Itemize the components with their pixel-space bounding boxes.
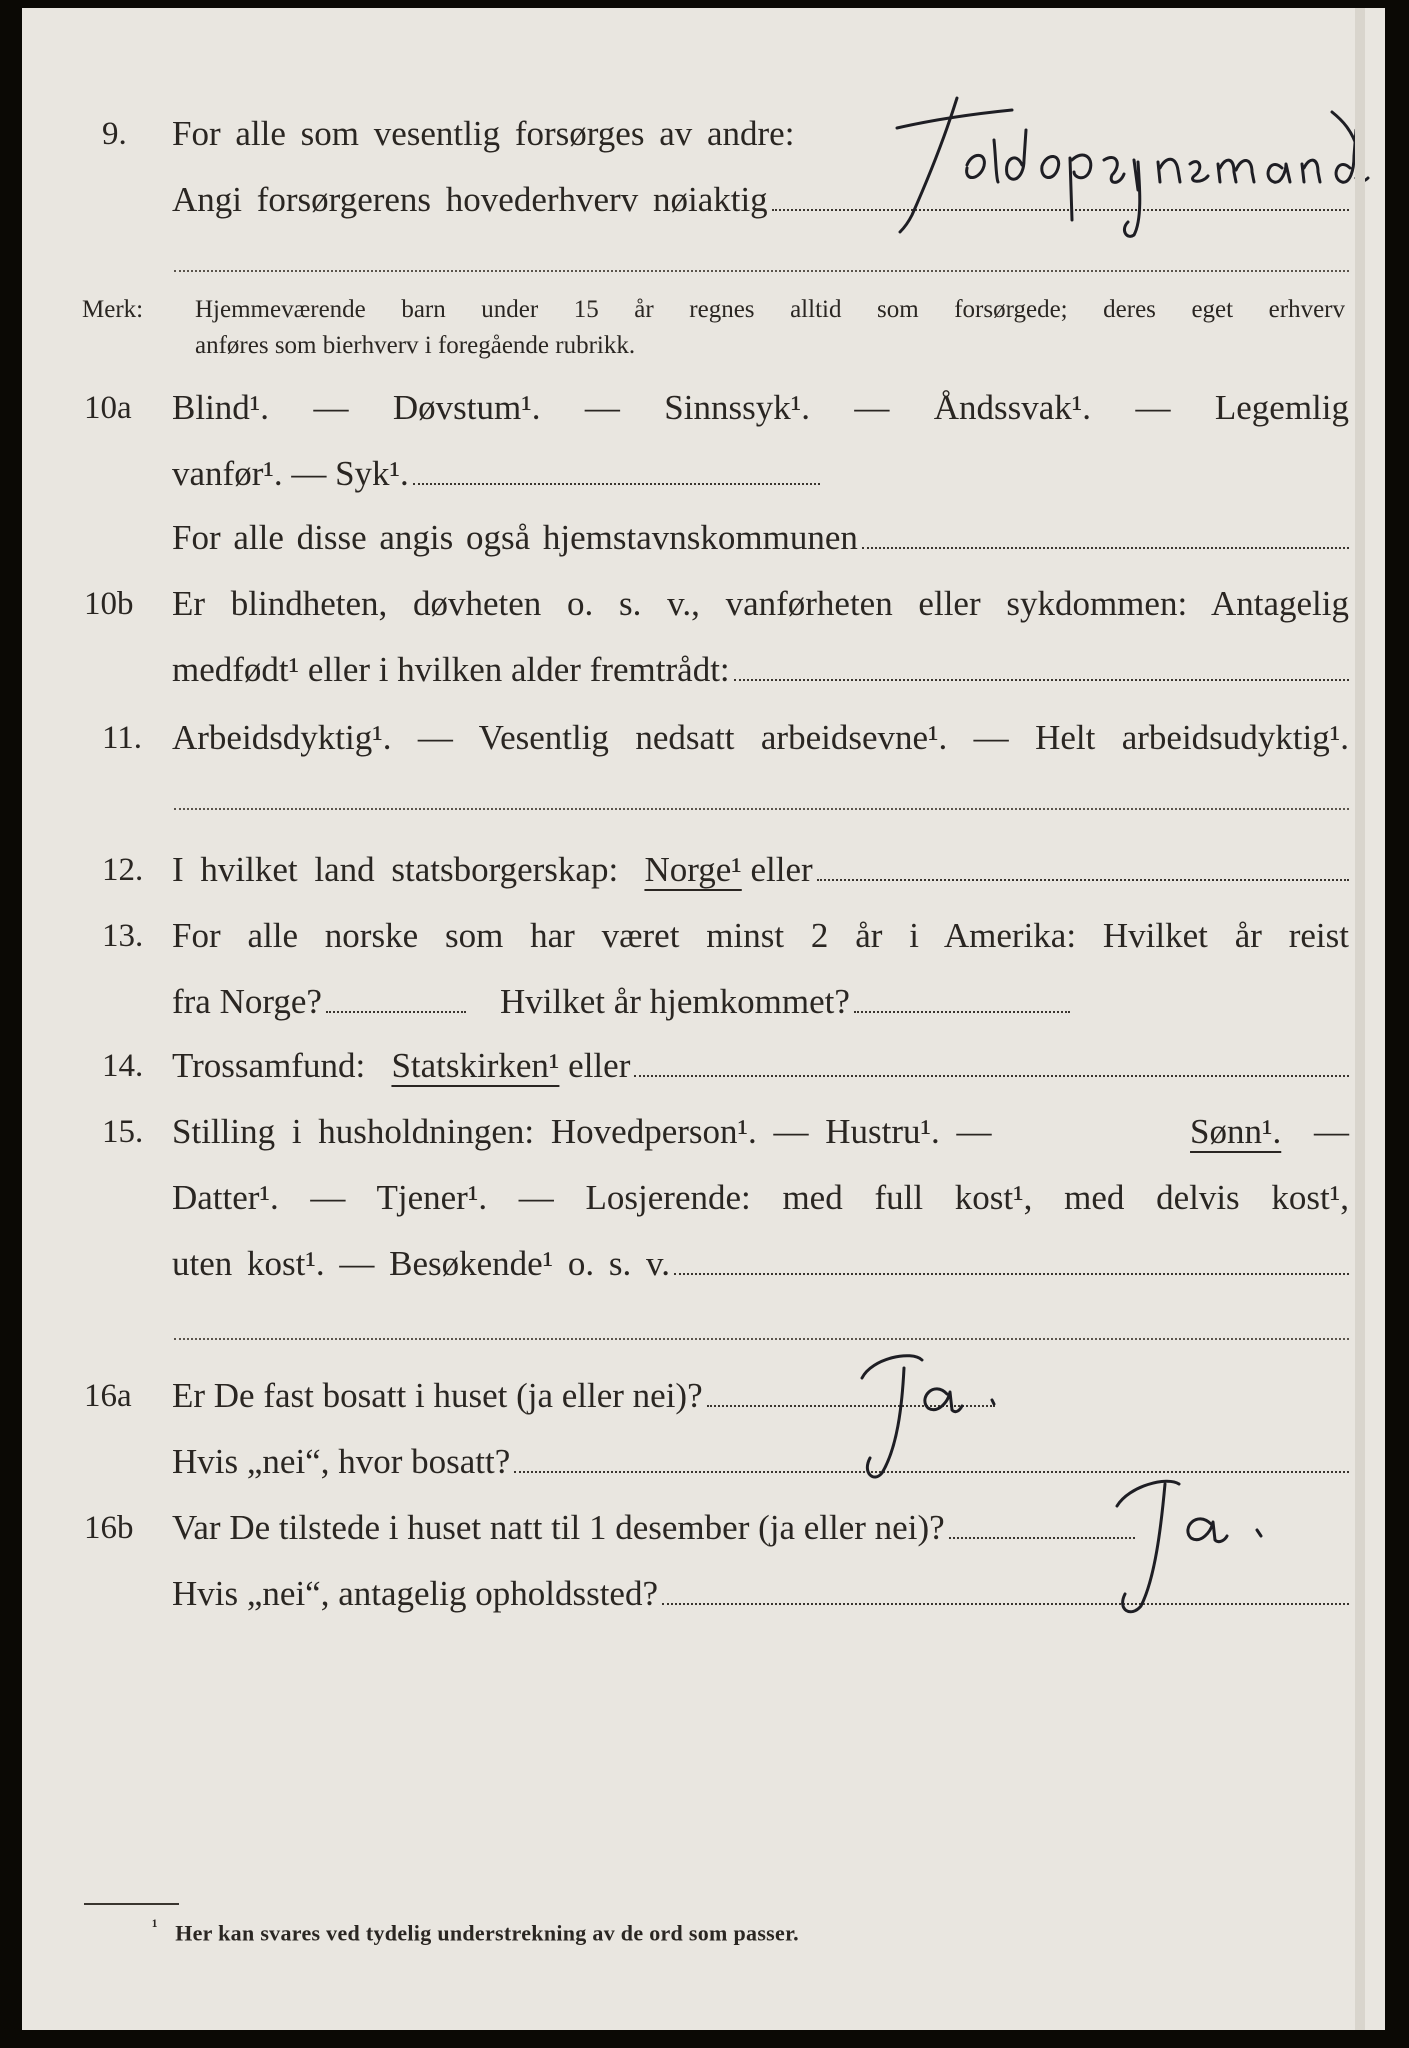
q10b-row-1 [22,574,1385,634]
q10a-syk-answer-line [413,482,820,485]
q11-row [22,708,1385,768]
q15-separator [174,1338,1349,1340]
q12-row [22,840,1385,900]
q15-line2: Datter¹. — Tjener¹. — Losjerende: med full kost¹, med delvis kost¹, [172,1178,1349,1217]
q14-answer-line [634,1074,1349,1077]
q11-number: 11. [102,720,143,756]
q10a-line1: Blind¹. — Døvstum¹. — Sinnssyk¹. — Åndssvak¹. — Legemlig [172,388,1349,427]
q16a-line2: Hvis „nei“, hvor bosatt? [172,1442,511,1481]
merk-label: Merk: [82,296,144,323]
q10a-row-1 [22,378,1385,438]
q11-answer-line [174,808,1349,810]
q9-number: 9. [102,116,127,152]
q10a-line3: For alle disse angis også hjemstavnskommunen [172,518,858,557]
q9-separator [174,270,1349,272]
q16a-line1: Er De fast bosatt i huset (ja eller nei)? [172,1376,703,1415]
q16b-line1: Var De tilstede i huset natt til 1 desember (ja eller nei)? [172,1508,945,1547]
q16b-line2: Hvis „nei“, antagelig opholdssted? [172,1574,658,1613]
q13-hjemkommet-label: Hvilket år hjemkommet? [499,982,850,1021]
q12-question: I hvilket land statsborgerskap: [172,850,619,889]
footnote-text: Her kan svares ved tydelig understrekning av de ord som passer. [175,1920,799,1946]
q15-answer-line [674,1272,1349,1275]
footnote [152,1916,799,1946]
q14-statskirken-underlined: Statskirken¹ [391,1046,560,1085]
footnote-mark: ¹ [152,1916,158,1936]
q10a-row-3 [22,508,1385,568]
q13-reist-label: fra Norge? [172,982,322,1021]
q10b-number: 10b [84,586,134,622]
q15-number: 15. [102,1114,144,1150]
q10a-hometown-answer-line [862,546,1349,549]
q13-row-2 [22,972,1385,1032]
q15-sonn-underlined: Sønn¹. [1190,1112,1282,1151]
page-edge [1355,8,1365,2030]
q13-hjemkommet-answer-line [854,1010,1070,1013]
q15-line3: uten kost¹. — Besøkende¹ o. s. v. [172,1244,671,1283]
q12-number: 12. [102,852,144,888]
q14-question: Trossamfund: [172,1046,366,1085]
q15-row-3 [22,1234,1385,1294]
merk-note [195,292,1345,364]
q10b-row-2 [22,640,1385,700]
q15-row-1 [22,1102,1385,1162]
q9-question-line2: Angi forsørgerens hovederhverv nøiaktig [172,180,768,219]
q15-row-2 [22,1168,1385,1228]
q10a-number: 10a [84,390,132,426]
q14-row [22,1036,1385,1096]
merk-note-line2: anføres som bierhverv i foregående rubrikk. [195,332,636,359]
q16a-row-1 [22,1366,1385,1426]
q16a-handwritten-answer [852,1348,1032,1488]
q16b-handwritten-answer [1107,1458,1287,1628]
q13-row-1 [22,906,1385,966]
q9-question-line1: For alle som vesentlig forsørges av andre: [172,114,795,153]
q14-eller: eller [568,1046,631,1085]
q15-dash: — [1314,1112,1349,1151]
footnote-rule [84,1903,179,1905]
q16b-number: 16b [84,1510,134,1546]
census-form-page [22,8,1385,2030]
q13-reist-answer-line [326,1010,466,1013]
q11-line1: Arbeidsdyktig¹. — Vesentlig nedsatt arbeidsevne¹. — Helt arbeidsudyktig¹. [172,718,1349,757]
q12-eller: eller [750,850,813,889]
q15-line1: Stilling i husholdningen: Hovedperson¹. — Hustru¹. — [172,1112,992,1151]
q10b-line1: Er blindheten, døvheten o. s. v., vanførheten eller sykdommen: Antagelig [172,584,1349,623]
q14-number: 14. [102,1048,144,1084]
q9-handwritten-answer [872,90,1372,250]
q12-norge-underlined: Norge¹ [644,850,742,889]
q12-answer-line [817,878,1349,881]
q10a-line2: vanfør¹. — Syk¹. [172,454,409,493]
merk-note-line1: Hjemmeværende barn under 15 år regnes alltid som forsørgede; deres eget erhverv [195,296,1345,323]
q10a-row-2 [22,444,1385,504]
q10b-answer-line [734,678,1349,681]
q10b-line2: medfødt¹ eller i hvilken alder fremtrådt: [172,650,730,689]
q16a-number: 16a [84,1378,132,1414]
q13-number: 13. [102,918,144,954]
q13-line1: For alle norske som har været minst 2 år i Amerika: Hvilket år reist [172,916,1349,955]
